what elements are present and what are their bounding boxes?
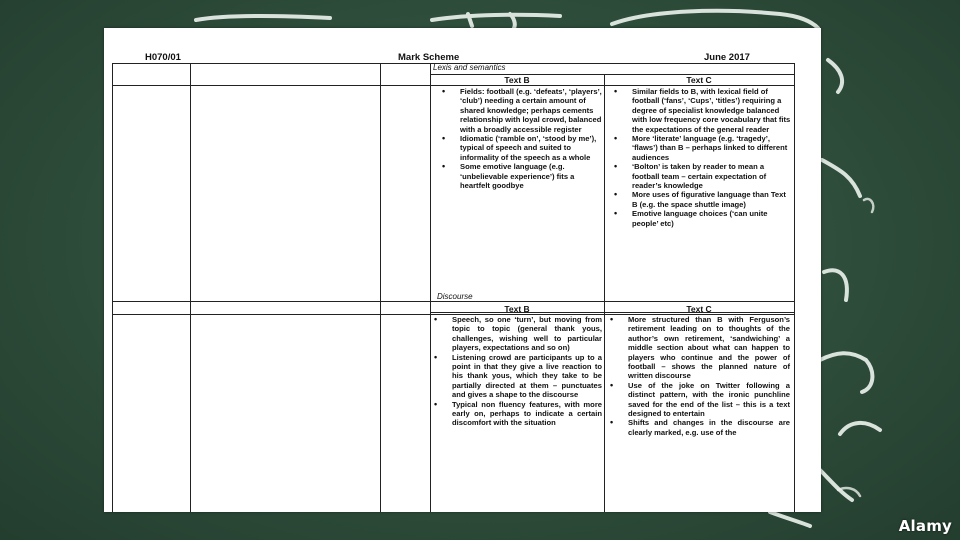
- discourse-text-c-list: [606, 315, 790, 437]
- column-head-text-b: Text B: [504, 304, 530, 314]
- list-item: • Speech, so one ‘turn’, but moving from topic to topic (general thank yous, challenges, wishing well to particular players, expectations and so on): [430, 315, 602, 353]
- list-item: • Some emotive language (e.g. ‘unbelievable experience’) fits a heartfelt goodbye: [438, 162, 602, 190]
- column-head-text-c: Text C: [686, 304, 712, 314]
- paper-code: H070/01: [145, 52, 181, 63]
- list-item: • Idiomatic (‘ramble on’, ‘stood by me’), typical of speech and suited to informality of the speech as a whole: [438, 134, 602, 162]
- row-divider-2: [112, 301, 794, 302]
- lexis-text-c-list: [610, 87, 792, 228]
- list-item: • Use of the joke on Twitter following a distinct pattern, with the ironic punchline saved for the end of the list – this is a text designed to entertain: [606, 381, 790, 419]
- list-item: • ‘Bolton’ is taken by reader to mean a football team – certain expectation of reader’s knowledge: [610, 162, 792, 190]
- list-item: • Similar fields to B, with lexical field of football (‘fans’, ‘Cups’, ‘titles’) requiring a degree of specialist knowledge balanced with low frequency core vocabulary that fits the expectations of the general reader: [610, 87, 792, 134]
- column-divider-1: [190, 63, 191, 512]
- list-item: • Emotive language choices (‘can unite people’ etc): [610, 209, 792, 228]
- section-label-lexis: Lexis and semantics: [433, 63, 506, 72]
- list-item: • More structured than B with Ferguson’s retirement leading on to thoughts of the author’s own retirement, ‘sandwiching’ a middle section about what can happen to players who continue and the power of football – shows the planned nature of written discourse: [606, 315, 790, 381]
- column-divider-4: [604, 74, 605, 512]
- lexis-text-b-list: [438, 87, 602, 190]
- table-left-border: [112, 63, 113, 512]
- column-divider-3: [430, 63, 431, 512]
- list-item: • More ‘literate’ language (e.g. ‘tragedy’, ‘flaws’) than B – perhaps linked to different audiences: [610, 134, 792, 162]
- column-divider-2: [380, 63, 381, 512]
- alamy-watermark: Alamy: [898, 517, 952, 535]
- column-head-text-c: Text C: [686, 75, 712, 85]
- row-divider-1: [112, 85, 794, 86]
- exam-date: June 2017: [704, 52, 750, 63]
- header-title: Mark Scheme: [398, 52, 460, 63]
- discourse-text-b-list: [430, 315, 602, 428]
- column-head-text-b: Text B: [504, 75, 530, 85]
- list-item: • More uses of figurative language than Text B (e.g. the space shuttle image): [610, 190, 792, 209]
- list-item: • Typical non fluency features, with more early on, perhaps to indicate a certain discomfort with the situation: [430, 400, 602, 428]
- table-right-border: [794, 63, 795, 512]
- list-item: • Fields: football (e.g. ‘defeats’, ‘players’, ‘club’) needing a certain amount of shared knowledge; perhaps cements relationship with loyal crowd, balanced with a broadly accessible register: [438, 87, 602, 134]
- list-item: • Listening crowd are participants up to a point in that they give a live reaction to his thank yous, which they take to be partially directed at them – punctuates and gives a shape to the discourse: [430, 353, 602, 400]
- mark-scheme-page: [104, 28, 821, 512]
- list-item: • Shifts and changes in the discourse are clearly marked, e.g. use of the: [606, 418, 790, 437]
- section-label-discourse: Discourse: [437, 292, 473, 301]
